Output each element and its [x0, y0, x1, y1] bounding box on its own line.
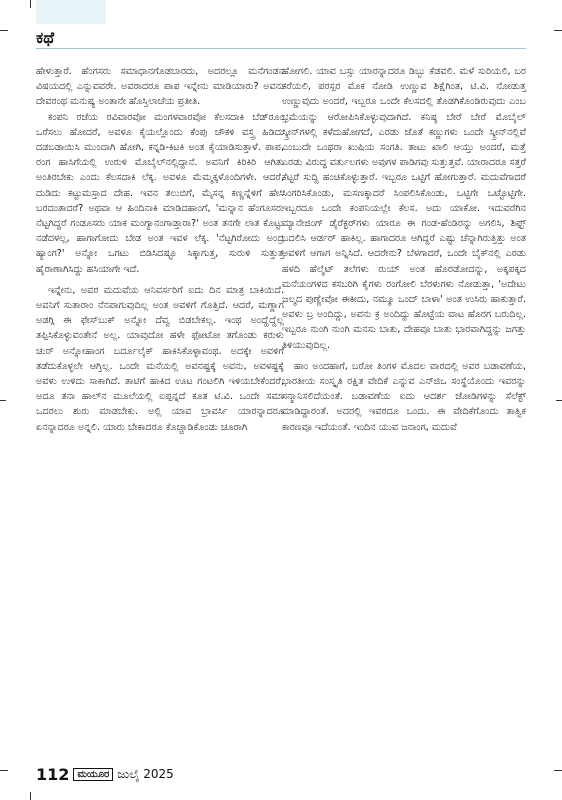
- issue-date: ಜುಲೈ 2025: [117, 767, 174, 781]
- magazine-name: ಮಯೂರ: [73, 768, 113, 781]
- text-column-right: [282, 64, 526, 435]
- crop-mark: [556, 400, 562, 401]
- crop-mark: [30, 0, 31, 8]
- text-column-left: [36, 64, 284, 435]
- paragraph: ಕಂಪನಿ ರಜೆಯ ರವಿವಾರವೋ ಮಂಗಳವಾರವೋ ಕೆಲಸದಾಕಿ ಬೆಡ್‌ರೂಂ ಒರೆಸಲು ಹೋದರೆ, ಅವಳೂ ಕೈಯಲ್ಲೊಂದು ಕೆಂಪು ಚೌಕಳಿ ವಸ್ತ್ರ ಹಿಡಿದು ದಡಬಡಾಯಿಸಿ ಮುಂದಾಗಿ ಹೋಗಿ, ಕನ್ನಡಿ-ಕಿಟಕಿ ಅಂತ ಕೈಯಾಡಿಸುತ್ತಾಳೆ. ಪಾಪ, ರಂಗ ಹಾಸಿಗೆಯಲ್ಲಿ ಉರುಳಿ ಮೊಬೈಲ್‌ನಲ್ಲಿದ್ದಾನೆ. ಅವನಿಗೆ ಕಿರಿಕಿರಿ ಆಗಿತು ಅಂತಿರಬೇಕು ಎಂದು ಕೆಲಸದಾಕಿ ಲೆಕ್ಕ. ಅವಳೂ ಮೆಮ್ಮಕ್ಕಳೊಂದಿಗಳೇ. ಆದರೆ, ದುಡಿದು ಕಟ್ಟುಮಸ್ತಾದ ದೇಹ. ಇವನ ತಲುಬಿಗೆ, ಮೈಸನ್ನ ಕಣ್ಣನ್ನೆಳಿಗೆ ಹೇಸಿ ಬರದಂತಾದರೆ? ಅಥವಾ ಆ ಹಿಂದಿನಾಕಿ ಮಾಡಿದಹಾಂಗೆ, 'ಮನ್ನಾನ ಹೆಂಗೂಸರು ನೆಟ್ಟಗಿದ್ದರೆ ಗಂಡೂಸರು ಯಾಕ ಮಂಗ್ಯಾನಂಗಾಡ್ತಾರಾ?' ಅಂತ ತನಗೇ ಲಾತ ಕೊಟ್ಟು ನಡೆದಳಲ್ಲ, ಹಾಗಾಗೋದು ಬೇಡ ಅಂತ ಇವಳ ಲೆಕ್ಕ. 'ನೆಟ್ಟಗಿರೋದು ಅಂದ್ರ ಹ್ಯಾಂಗ?' ಅನ್ನೋ ಒಗಟು ಬಿಡಿಸಿದಷ್ಟೂ ಸಿಕ್ಕಾಗುತ್ತ, ಸುರುಳಿ ಸುತ್ತುತ್ತ ಹೈರಾಣಾಗಿಸಿದ್ದು ಹಸಿಯಾಗೇ ಇದೆ.: [36, 111, 284, 275]
- crop-mark: [30, 792, 31, 800]
- paragraph: ಹೋಗಲಿ. ಯಾವ ಬಸ್ಸು ಯಾರನ್ನಾದರೂ ಡಿಬ್ಬು ಕೆಡವಲಿ. ಮಳೆ ಸುರಿಯಲಿ, ಬರ ಕರೆಯಲಿ, ಪರಸ್ಪರ ಮೊಕ ನೋಡಿ ಉಣ್ಣುವ ಶಿಕ್ಷೆಗಿಂತ, ಟಿ.ವಿ. ನೋಡುತ್ತ ಉಣ್ಣುವುದು ಅಂದರೆ, ಇಬ್ಬರೂ ಒಂದೇ ಕೆಲಸದಲ್ಲಿ ತೊಡಗಿಕೊಂಡಿರುವುದು ಎಂಬ ಭ್ರಮೆಯನ್ನು ಆರೋಪಿಸಿಕೊಳ್ಳುವುದಾಗಿದೆ. ಕನಿಷ್ಠ ಬೇರೆ ಬೇರೆ ಮೊಬೈಲ್ ಸ್ಕ್ರೀನ್‌ಗಳಲ್ಲಿ ಕಳೆದುಹೋಗದೆ, ಎರಡು ಜೊತೆ ಕಣ್ಣುಗಳು ಒಂದೇ ಸ್ಕ್ರೀನ್‌ನಲ್ಲಿವೆ ಎಂಬುದೇ ಒಂಥರಾ ಖುಷಿಯ ಸಂಗತಿ. ತಾಟು ಖಾಲಿ ಆಯ್ತು ಅಂದರೆ, ಮತ್ತೆ ಎರಡು ವಿರುದ್ಧ ವರ್ತುಲಗಳು ಅವುಗಳ ಪಾಡಿಗವು ಸುತ್ತುತ್ತವೆ. ಯಾರಾದರೂ ಸತ್ತರೆ ಕೆಟ್ಟರೆ ಸುದ್ದಿ ಹಂಚಿಕೊಳ್ಳುತ್ತಾರೆ. ಇಬ್ಬರೂ ಒಟ್ಟಿಗೆ ಹೋಗುತ್ತಾರೆ. ಮದುವೆಗಾದರೆ ಸಿಂಗರಿಸಿಕೊಂಡು, ಮಸಣಕ್ಕಾದರೆ ಸಿಂಪಲಿಸಿಕೊಂಡು, ಒಟ್ಟಿಗೇ ಒಟ್ಟೊಟ್ಟಿಗೇ. ಇಬ್ಬರದೂ ಒಂದೇ ಕಂಪನಿಯಲ್ಲೇ ಕೆಲಸ. ಅದು ಯಾಕೋ. ಇದುವರೆಗಿನ ಮ್ಯಾನೇಜಿಂಗ್ ಡೈರೆಕ್ಟರ್‌ಗಳು ಯಾರೂ ಈ ಗಂಡ-ಹೆಂಡಿರನ್ನು ಅಗಲಿಸಿ, ಶಿಫ್ಟ್ ಬದಲಿಸಿ ಆರ್ಡರ್ ಹಾಕಿಲ್ಲ. ಹಾಗಾದರೂ ಆಗಿದ್ದರೆ ಎಷ್ಟು ಚೆನ್ನಾಗಿರುತ್ತಿತ್ತು ಅಂತ ಅವಳಿಗೆ ಆಗಾಗ ಅನ್ನಿಸಿದೆ. ಆದರೇನು? ಬೆಳಗಾದರೆ, ಒಂದೇ ಬೈಕ್‌ನಲ್ಲಿ ಎರಡು ಹಳದಿ ಹೆಲ್ಮೆಟ್ ತಲೆಗಳು ರುಯ್ ಅಂತ ಹೊರಡೋದನ್ನು, ಅಕ್ಕಪಕ್ಕದ ಮನೆಯಂಗಳದ ಕಸಬರಿಗಿ ಕೈಗಳು ರಂಗೋಲಿ ಬೆರಳುಗಳು ನೋಡುತ್ತಾ, 'ಅದೇಟು ಜಲ್ಮದ ಪುಣ್ಣೇವೋ ಈಕೀದು, ನಮ್ಮೂ ಒಂದ್ ಬಾಳಾ' ಅಂತ ಉಸಿರು ಹಾಕುತ್ತಾರೆ. ಅವಳು ಬ್ರ ಅಂದಿದ್ದು, ಅವನು ಕ್ರ ಅಂದಿದ್ದು ಹೊಟ್ಟೆಯ ವಾಟ ಹೊರಗ ಬರುದಿಲ್ಲ. ಇಬ್ಬರೂ ನುಂಗಿ ನುಂಗಿ ಮನಸು ಬಾತು, ದೇಹವೂ ಬಾತು ಭಾರವಾಗಿದ್ದನ್ನು ಜಗತ್ತು ತಿಳಿಯುವುದಿಲ್ಲ.: [282, 66, 526, 351]
- crop-mark: [554, 30, 562, 31]
- page-number: 112: [36, 765, 70, 784]
- header-divider: [36, 48, 526, 49]
- paragraph: ಹೇಳುತ್ತಾರೆ. ಹೆಂಗಸರು ಸಮಾಧಾನಗೊಡಬಾರದು, ಅದರಲ್ಲೂ ಮನೆಗಂಡನ ವಿಷಯದಲ್ಲಿ ಎನ್ನುವವರೇ. ಅವರಾದರೂ ಪಾಪ ಇನ್ನೇನು ಮಾಡಿಯಾರು? ಅವನು ದೇವರಂಥ ಮನುಷ್ಯ ಅಂತಾನೇ ಹೊಸ್ತಿಲಾಚೆಯ ಪ್ರತೀತಿ.: [36, 66, 284, 108]
- crop-mark: [0, 770, 8, 771]
- page-footer: [36, 765, 174, 784]
- section-label: ಕಥೆ: [36, 28, 55, 47]
- paragraph: ಇನ್ನೇನು, ಅವರ ಮದುವೆಯ ಆನಿವರ್ಸರಿಗೆ ಐದು ದಿನ ಮಾತ್ರ ಬಾಕಿಯಿದೆ. ಅವನಿಗೆ ಸುತಾರಾಂ ನೆನಪಾಗುವುದಿಲ್ಲ ಅಂತ ಅವಳಿಗೆ ಗೊತ್ತಿದೆ. ಆದರೆ, ಮಣ್ಣಾಗ ಅಡಗ್ಗಿ ಈ ಫೇಸ್‌ಬುಕ್ ಅನ್ನೋ ದೆವ್ವ ಬಿಡಬೇಕಲ್ಲ. ಇಂಥ ಅಂದ್ಹೆದ್ದೆಲ್ಲ ತಪ್ಪಿಸಿಕೊಳ್ಳುವಂತೇನೆ ಅಲ್ಲ. ಯಾವುದೋ ಹಳೇ ಫೋಟೋ ತಗೊಂಡು ಕರುಳು ಚುರ್ ಅನ್ನೋಹಾಂಗ ಬರ್ದೂಲೈಕ್ ಹಾಕಿಸಿಕೊಳ್ಳಾವಂಥ. ಅದಕ್ಕೇ ಅವಳಿಗೆ ತಡೆದುಕೊಳ್ಳಲೇ ಆಗ್ತಿಲ್ಲ. ಒಂದೇ ಮನೆಯಲ್ಲಿ ಅವನಷ್ಟಕ್ಕೆ ಅವನು, ಅವಳಷ್ಟಕ್ಕೆ ಅವಳು ಉಳಿದು ಸಾಕಾಗಿದೆ. ತಾಟಿಗೆ ಹಾಕಿದ ಊಟ ಗಂಟಲಿಗಿ ಇಳಿಯಬೇಕೆಂದರೆ, ಅದೂ ತನಾ ಹಾಲ್‌ನ ಮೂಲೆಯಲ್ಲಿ ಐಪ್ಪನ್ನದೆ ಕೂತ ಟಿ.ವಿ. ಒಂದೇ ಸಮಾ ಒದರಲು ಶುರು ಮಾಡಬೇಕು. ಅಲ್ಲಿ ಯಾವ ಬ್ರಾವರ್ಸಿ ಯಾರನ್ನಾದರೂ ಏನನ್ನಾದರೂ ಅನ್ನಲಿ. ಯಾರು ಬೇಕಾದರೂ ಕೊಚ್ಚಾಡಿಕೊಂಡು ಚೂರಾಗಿ: [36, 284, 284, 433]
- crop-mark: [554, 770, 562, 771]
- section-tab-background: [36, 0, 106, 24]
- crop-mark: [0, 400, 6, 401]
- crop-mark: [0, 30, 8, 31]
- paragraph: ಹಾಂ ಅಂದಹಾಗೆ, ಬರೋ ತಿಂಗಳ ಮೊದಲ ವಾರದಲ್ಲಿ ಅವರ ಬಡಾವಣೆಯ, ಭಾರತೀಯ ಸಂಸ್ಕೃತಿ ರಕ್ಷಿತ ವೇದಿಕೆ ಎನ್ನುವ ಎನ್‌ಜಿಒ ಸಂಸ್ಥೆಯೊಂದು ಇವರನ್ನು ಸನ್ಮಾನಿಸಲಿದೆಯಂತೆ. ಬಡಾವಣೆಯ ಐದು ಆದರ್ಶ ಜೋಡಿಗಳನ್ನು ಸೆಲೆಕ್ಟ್ ಮಾಡಿದ್ದಾರಂತೆ. ಅದರಲ್ಲಿ ಇವರದೂ ಒಂದು. ಈ ವೇದಿಕೆಗೊಂದು ತಾತ್ವಿಕ ಕಾರಣವೂ ಇದೆಯಂತೆ. ಇಂದಿನ ಯುವ ಜನಾಂಗ, ಮದುವೆ: [282, 360, 526, 433]
